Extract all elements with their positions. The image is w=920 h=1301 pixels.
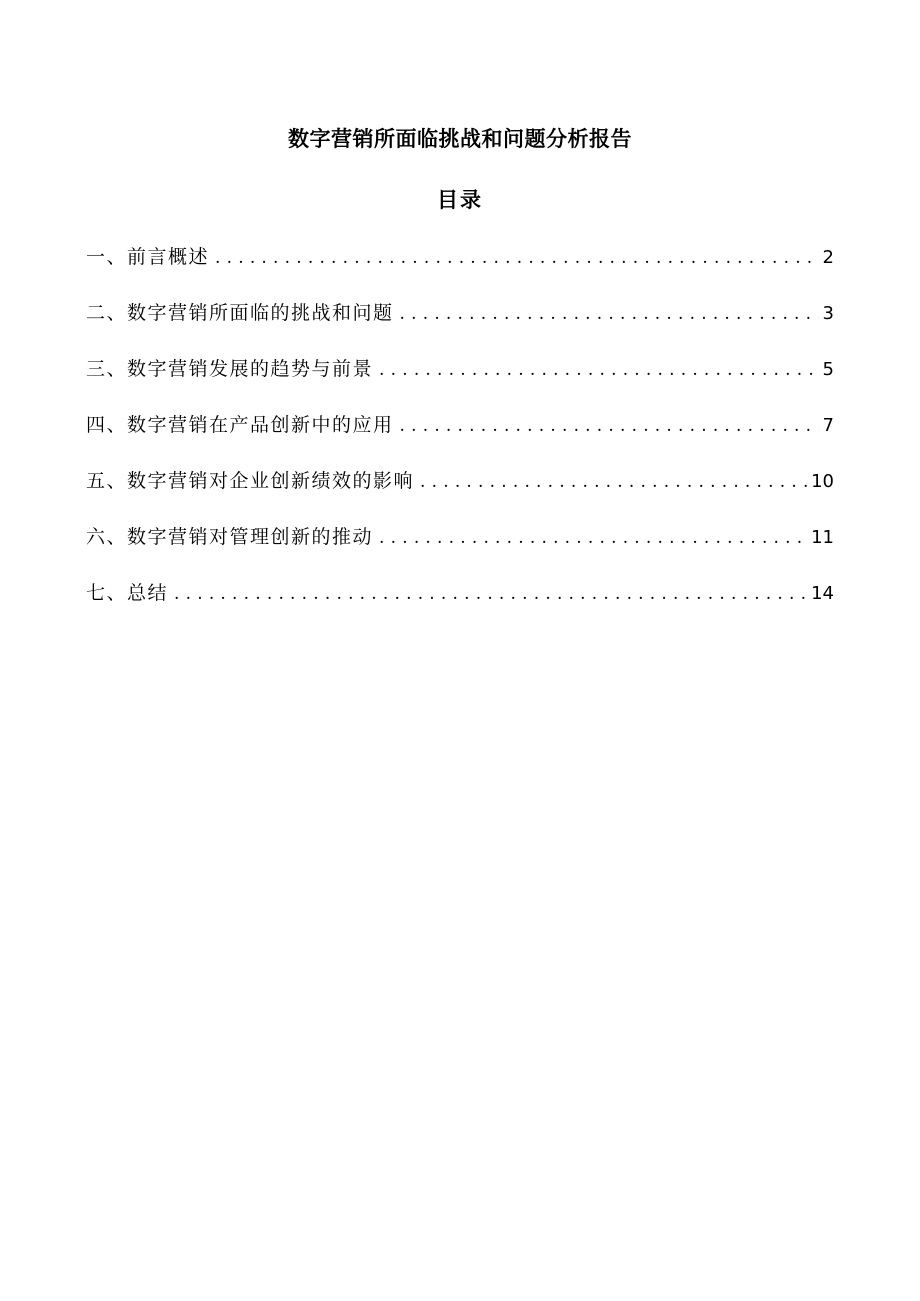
toc-dot-leader [215, 244, 819, 272]
toc-entry-trends[interactable] [86, 355, 834, 411]
toc-entry-product-innovation[interactable] [86, 411, 834, 467]
toc-entry-page-number: 5 [822, 359, 834, 380]
toc-dot-leader [379, 356, 819, 384]
toc-dot-leader [400, 412, 819, 440]
toc-entry-label: 一、前言概述 [86, 246, 210, 268]
toc-entry-page-number: 14 [811, 583, 834, 604]
toc-entry-page-number: 3 [822, 303, 834, 324]
toc-entry-summary[interactable] [86, 579, 834, 635]
document-title: 数字营销所面临挑战和问题分析报告 [288, 126, 632, 151]
toc-entry-innovation-performance[interactable] [86, 467, 834, 523]
toc-entry-preface[interactable] [86, 243, 834, 299]
toc-entry-page-number: 10 [811, 471, 834, 492]
toc-entry-label: 六、数字营销对管理创新的推动 [86, 526, 374, 548]
toc-dot-leader [400, 300, 819, 328]
toc-entry-page-number: 2 [822, 247, 834, 268]
toc-entry-label: 四、数字营销在产品创新中的应用 [86, 414, 394, 436]
toc-entry-management-innovation[interactable] [86, 523, 834, 579]
table-of-contents [86, 243, 834, 635]
toc-heading: 目录 [437, 187, 483, 212]
toc-entry-label: 七、总结 [86, 582, 169, 604]
toc-dot-leader [174, 580, 807, 608]
toc-entry-page-number: 11 [811, 527, 834, 548]
toc-entry-label: 二、数字营销所面临的挑战和问题 [86, 302, 394, 324]
toc-entry-page-number: 7 [822, 415, 834, 436]
toc-entry-label: 三、数字营销发展的趋势与前景 [86, 358, 374, 380]
toc-entry-label: 五、数字营销对企业创新绩效的影响 [86, 470, 415, 492]
toc-dot-leader [379, 524, 807, 552]
toc-dot-leader [420, 468, 807, 496]
toc-entry-challenges[interactable] [86, 299, 834, 355]
